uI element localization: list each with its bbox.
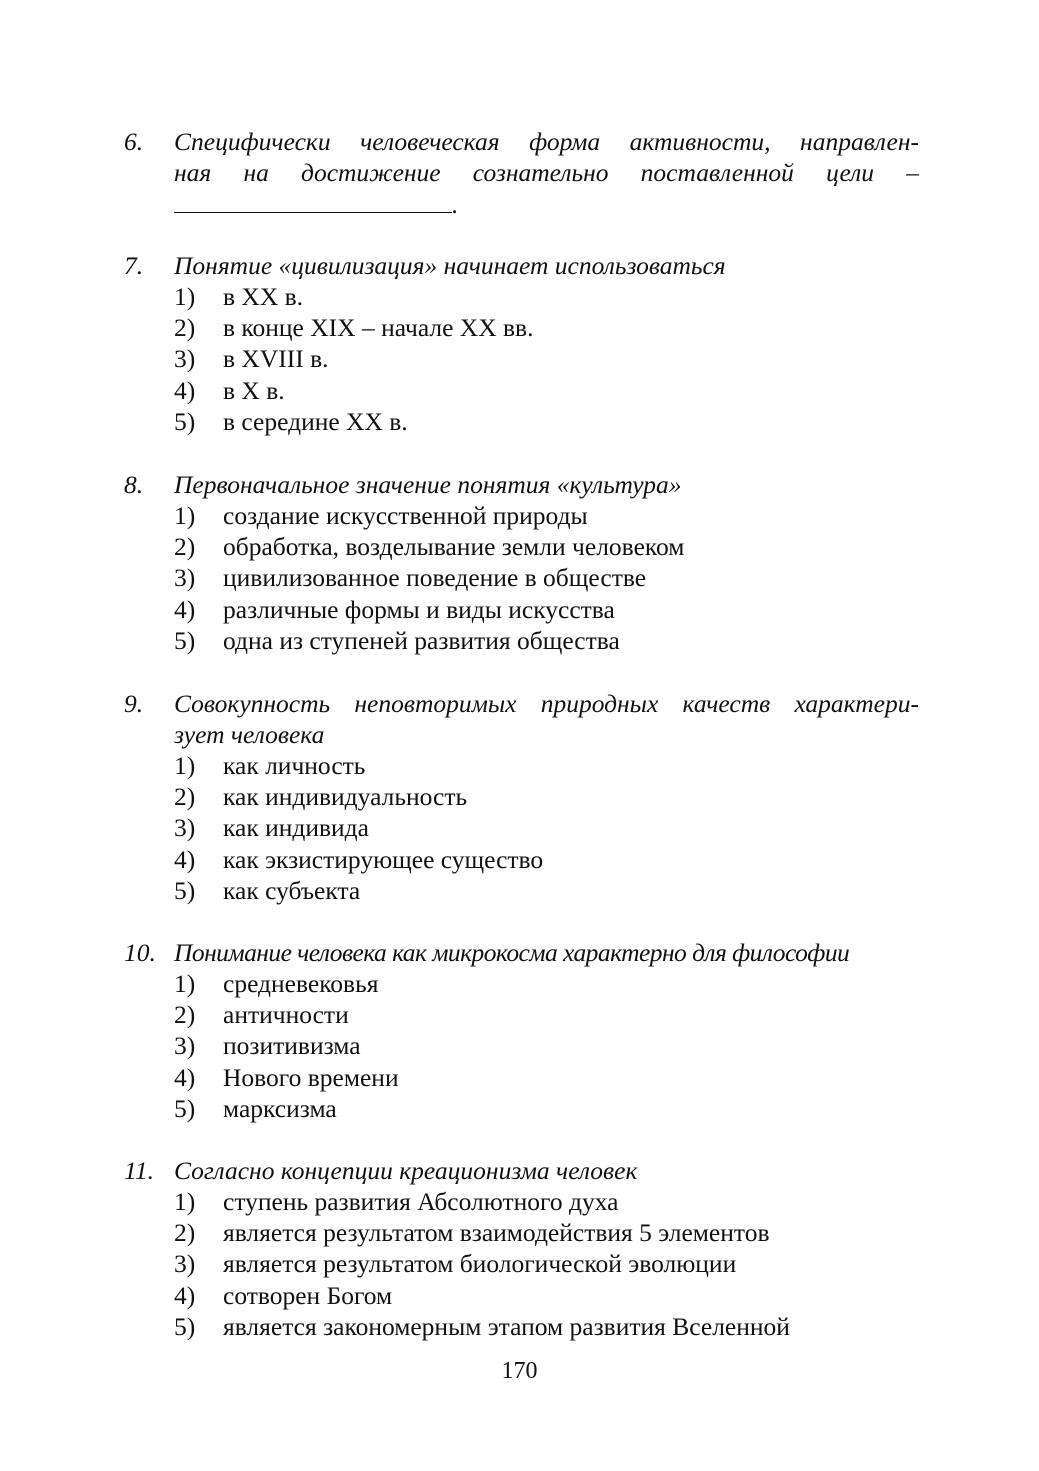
- question-number: 10.: [124, 938, 156, 967]
- question-10-header: [124, 937, 919, 968]
- option-text: создание искусственной природы: [223, 501, 588, 530]
- question-text-line: ная на достижение сознательно поставленной цели –: [174, 158, 919, 187]
- option-number: 5): [174, 1311, 196, 1341]
- option-text: средневековья: [223, 969, 379, 998]
- answer-option: [124, 1311, 919, 1342]
- option-text: марксизма: [223, 1093, 337, 1123]
- option-number: 2): [174, 1218, 196, 1248]
- question-text-line: Совокупность неповторимых природных качеств характери-: [174, 689, 919, 718]
- page-number: 170: [501, 1358, 538, 1384]
- question-number: 7.: [124, 251, 144, 280]
- answer-option: [124, 1186, 919, 1217]
- option-number: 4): [174, 1062, 196, 1092]
- question-10: [124, 937, 919, 1124]
- option-text: в XX в.: [223, 282, 304, 311]
- option-number: 2): [174, 532, 196, 562]
- question-9: [124, 688, 919, 906]
- question-text-line: Первоначальное значение понятия «культура»: [174, 470, 682, 499]
- option-number: 2): [174, 1000, 196, 1030]
- option-text: в XVIII в.: [223, 344, 329, 374]
- answer-option: [124, 968, 919, 999]
- option-text: в середине XX в.: [223, 406, 408, 436]
- option-text: является результатом взаимодействия 5 элементов: [223, 1218, 770, 1248]
- answer-option: [124, 406, 919, 437]
- answer-option: [124, 1280, 919, 1311]
- option-text: ступень развития Абсолютного духа: [223, 1187, 619, 1216]
- answer-option: [124, 1217, 919, 1248]
- answer-options: [124, 1186, 919, 1342]
- question-7: [124, 250, 919, 437]
- option-number: 3): [174, 344, 196, 374]
- option-text: как индивидуальность: [223, 782, 468, 812]
- question-number: 11.: [124, 1156, 154, 1185]
- question-number: 9.: [124, 689, 144, 718]
- answer-option: [124, 781, 919, 812]
- answer-blank-line: [174, 188, 919, 220]
- question-text-line: Понятие «цивилизация» начинает использоваться: [174, 251, 726, 280]
- answer-option: [124, 562, 919, 593]
- option-text: одна из ступеней развития общества: [223, 625, 620, 655]
- option-text: обработка, возделывание земли человеком: [223, 532, 685, 562]
- question-8-header: [124, 469, 919, 500]
- option-text: как личность: [223, 751, 366, 780]
- option-text: в конце XIX – начале XX вв.: [223, 313, 534, 343]
- answer-option: [124, 1248, 919, 1279]
- answer-option: [124, 281, 919, 312]
- option-number: 3): [174, 813, 196, 843]
- question-text-line: Понимание человека как микрокосма характерно для философии: [174, 938, 850, 967]
- option-number: 4): [174, 1280, 196, 1310]
- option-text: различные формы и виды искусства: [223, 594, 615, 624]
- answer-options: [124, 281, 919, 437]
- answer-options: [124, 968, 919, 1124]
- answer-option: [124, 1030, 919, 1061]
- option-number: 1): [174, 282, 196, 311]
- answer-options: [124, 500, 919, 656]
- option-number: 4): [174, 375, 196, 405]
- option-number: 3): [174, 1249, 196, 1279]
- option-text: как экзистирующее существо: [223, 844, 544, 874]
- answer-option: [124, 875, 919, 906]
- option-text: сотворен Богом: [223, 1280, 393, 1310]
- option-number: 1): [174, 1187, 196, 1216]
- answer-option: [124, 343, 919, 374]
- answer-option: [124, 375, 919, 406]
- option-number: 5): [174, 1093, 196, 1123]
- option-text: как индивида: [223, 813, 369, 843]
- option-number: 5): [174, 406, 196, 436]
- answer-option: [124, 625, 919, 656]
- option-text: является результатом биологической эволюции: [223, 1249, 737, 1279]
- question-8: [124, 469, 919, 656]
- option-text: позитивизма: [223, 1031, 361, 1061]
- answer-option: [124, 999, 919, 1030]
- question-11-header: [124, 1155, 919, 1186]
- answer-option: [124, 750, 919, 781]
- option-text: как субъекта: [223, 875, 361, 905]
- answer-option: [124, 1093, 919, 1124]
- answer-option: [124, 594, 919, 625]
- question-text-line: Согласно концепции креационизма человек: [174, 1156, 638, 1185]
- question-text-line: Специфически человеческая форма активности, направлен-: [174, 127, 919, 156]
- option-text: Нового времени: [223, 1062, 399, 1092]
- answer-options: [124, 750, 919, 906]
- question-6: [124, 126, 919, 220]
- answer-option: [124, 500, 919, 531]
- option-number: 5): [174, 875, 196, 905]
- option-text: в X в.: [223, 375, 285, 405]
- option-text: античности: [223, 1000, 349, 1030]
- answer-blank: [174, 188, 452, 213]
- option-number: 2): [174, 313, 196, 343]
- option-number: 5): [174, 625, 196, 655]
- question-7-header: [124, 250, 919, 281]
- option-text: цивилизованное поведение в обществе: [223, 563, 647, 593]
- option-number: 1): [174, 969, 196, 998]
- option-number: 1): [174, 751, 196, 780]
- option-number: 3): [174, 1031, 196, 1061]
- option-text: является закономерным этапом развития Вселенной: [223, 1311, 790, 1341]
- answer-option: [124, 844, 919, 875]
- option-number: 4): [174, 844, 196, 874]
- blank-suffix: .: [452, 190, 459, 219]
- option-number: 4): [174, 594, 196, 624]
- option-number: 3): [174, 563, 196, 593]
- answer-option: [124, 531, 919, 562]
- question-9-header: [124, 688, 919, 750]
- question-number: 6.: [124, 127, 144, 156]
- answer-option: [124, 812, 919, 843]
- answer-option: [124, 1062, 919, 1093]
- option-number: 2): [174, 782, 196, 812]
- question-11: [124, 1155, 919, 1342]
- question-text-line: зует человека: [174, 720, 325, 749]
- option-number: 1): [174, 501, 196, 530]
- question-number: 8.: [124, 470, 144, 499]
- question-6-header: [124, 126, 919, 220]
- answer-option: [124, 312, 919, 343]
